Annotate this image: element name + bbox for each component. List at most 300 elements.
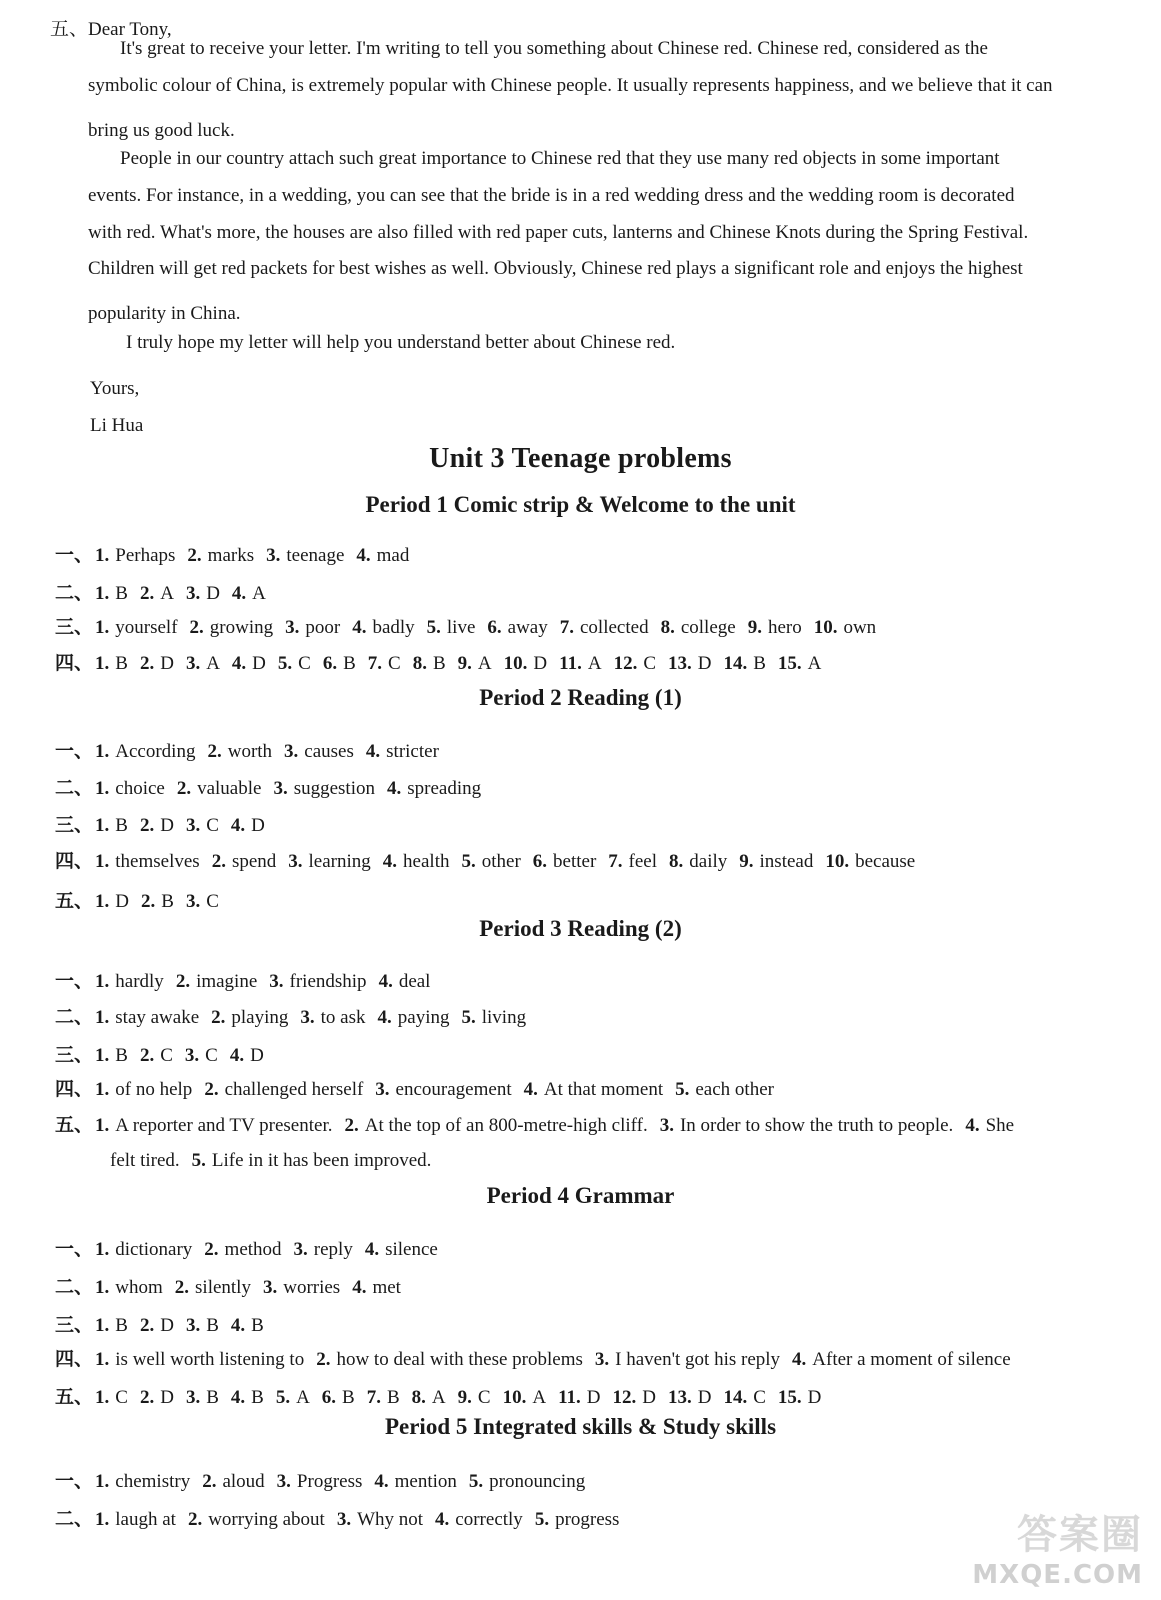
- answer-text: stricter: [386, 741, 439, 762]
- answer-text: silence: [385, 1239, 438, 1260]
- answer-text: hero: [767, 617, 802, 638]
- answer-number: 2.: [175, 971, 191, 992]
- answer-row: [55, 966, 442, 993]
- answer-text: B: [386, 1387, 400, 1408]
- answer-text: B: [251, 1387, 264, 1408]
- answer-number: 1.: [95, 617, 110, 638]
- answer-item: [186, 1315, 219, 1336]
- letter-line: People in our country attach such great importance to Chinese red that they use many red objects in some important: [120, 148, 1000, 169]
- answer-item: [288, 851, 371, 872]
- answer-text: feel: [628, 851, 658, 872]
- answer-text: C: [115, 1387, 128, 1408]
- answer-text: At the top of an 800-metre-high cliff.: [364, 1115, 648, 1136]
- answer-text: B: [115, 815, 128, 836]
- answer-item: [95, 1045, 128, 1066]
- answer-text: method: [224, 1239, 282, 1260]
- answer-number: 2.: [176, 778, 192, 799]
- answer-number: 4.: [231, 653, 247, 674]
- answer-item: [95, 741, 195, 762]
- section-label: 三、: [55, 1315, 94, 1336]
- answer-text: choice: [115, 778, 165, 799]
- answer-item: [95, 1315, 128, 1336]
- answer-number: 8.: [411, 1387, 426, 1408]
- section-label: 四、: [55, 851, 94, 872]
- answer-number: 4.: [352, 1277, 367, 1298]
- answer-number: 8.: [660, 617, 675, 638]
- answer-item: [204, 1239, 281, 1260]
- answer-text: instead: [759, 851, 814, 872]
- letter-line: bring us good luck.: [88, 120, 235, 141]
- answer-number: 1.: [95, 1239, 110, 1260]
- answer-number: 2.: [189, 617, 204, 638]
- answer-text: stay awake: [115, 1007, 200, 1028]
- answer-text: each other: [695, 1079, 774, 1100]
- answer-item: [190, 617, 274, 638]
- answer-text: worth: [227, 741, 273, 762]
- answer-text: college: [680, 617, 736, 638]
- answer-text: paying: [397, 1007, 450, 1028]
- answer-row: [55, 648, 833, 675]
- answer-text: spreading: [407, 778, 482, 799]
- answer-item: [284, 741, 354, 762]
- section-label: 四、: [55, 1349, 94, 1370]
- answer-number: 4.: [523, 1079, 538, 1100]
- answer-text: Why not: [357, 1509, 424, 1530]
- answer-number: 6.: [322, 653, 338, 674]
- answer-row: [55, 1466, 597, 1493]
- answer-number: 1.: [95, 1387, 110, 1408]
- answer-number: 4.: [352, 617, 367, 638]
- letter-line: Children will get red packets for best wishes as well. Obviously, Chinese red plays a significant role and enjoys the highest: [88, 258, 1023, 279]
- answer-text: daily: [689, 851, 728, 872]
- answer-item: [276, 1387, 310, 1408]
- answer-text: She: [985, 1115, 1015, 1136]
- section-label: 一、: [55, 741, 94, 762]
- answer-number: 5.: [675, 1079, 690, 1100]
- answer-text: A reporter and TV presenter.: [115, 1115, 333, 1136]
- answer-number: 3.: [285, 617, 300, 638]
- answer-text: valuable: [197, 778, 262, 799]
- answer-number: 4.: [230, 815, 246, 836]
- answer-number: 1.: [95, 778, 110, 799]
- answer-item: [352, 1277, 401, 1298]
- answer-text: Progress: [296, 1471, 363, 1492]
- answer-text: D: [252, 653, 266, 674]
- answer-item: [458, 1387, 491, 1408]
- answer-text: because: [855, 851, 916, 872]
- answer-text: pronouncing: [489, 1471, 586, 1492]
- answer-item: [141, 891, 174, 912]
- answer-item: [723, 1387, 765, 1408]
- answer-text: B: [115, 653, 128, 674]
- answer-row: [55, 1272, 413, 1299]
- answer-text: D: [115, 891, 129, 912]
- answer-item: [202, 1471, 264, 1492]
- answer-text: B: [251, 1315, 264, 1336]
- answer-item: [95, 1239, 192, 1260]
- answer-number: 3.: [262, 1277, 278, 1298]
- period-title: Period 1 Comic strip & Welcome to the unit: [365, 492, 796, 517]
- answer-item: [294, 1239, 353, 1260]
- answer-number: 3.: [185, 1387, 201, 1408]
- answer-item: [277, 1471, 363, 1492]
- section-label: 一、: [55, 971, 94, 992]
- answer-text: B: [343, 653, 356, 674]
- answer-number: 4.: [230, 1315, 246, 1336]
- answer-number: 2.: [316, 1349, 331, 1370]
- answer-item: [140, 583, 174, 604]
- answer-item: [186, 653, 220, 674]
- answer-item: [273, 778, 375, 799]
- answer-item: [266, 545, 344, 566]
- section-label: 二、: [55, 1277, 94, 1298]
- answer-item: [231, 1387, 264, 1408]
- letter-line: symbolic colour of China, is extremely popular with Chinese people. It usually represents happiness, and we believe that it can: [88, 75, 1053, 96]
- answer-number: 4.: [365, 741, 381, 762]
- answer-text: A: [587, 653, 602, 674]
- answer-item: [176, 971, 257, 992]
- answer-number: 3.: [375, 1079, 390, 1100]
- section-label: 三、: [55, 617, 94, 638]
- answer-text: D: [206, 583, 220, 604]
- answer-item: [95, 891, 129, 912]
- answer-item: [778, 1387, 821, 1408]
- answer-number: 10.: [825, 851, 850, 872]
- answer-item: [95, 583, 128, 604]
- answer-item: [427, 617, 476, 638]
- section-label: 二、: [55, 583, 94, 604]
- answer-item: [337, 1509, 423, 1530]
- answer-text: D: [697, 653, 712, 674]
- answer-number: 11.: [558, 1387, 581, 1408]
- answer-text: D: [642, 1387, 656, 1408]
- answer-item: [383, 851, 450, 872]
- answer-number: 15.: [777, 653, 802, 674]
- answer-number: 3.: [185, 815, 201, 836]
- answer-item: [140, 653, 174, 674]
- section-label: 四、: [55, 1079, 94, 1100]
- answer-item: [140, 815, 174, 836]
- section-label: 四、: [55, 653, 94, 674]
- answer-number: 1.: [95, 1045, 110, 1066]
- answer-item: [95, 1277, 163, 1298]
- letter-line: events. For instance, in a wedding, you can see that the bride is in a red wedding dress and the wedding room is decorated: [88, 185, 1015, 206]
- answer-item: [748, 617, 802, 638]
- answer-text: away: [507, 617, 548, 638]
- answer-number: 5.: [277, 653, 293, 674]
- answer-number: 4.: [435, 1509, 450, 1530]
- answer-text: A: [431, 1387, 446, 1408]
- answer-row: [55, 1310, 276, 1337]
- answer-number: 4.: [229, 1045, 245, 1066]
- answer-item: [95, 653, 128, 674]
- answer-number: 5.: [426, 617, 441, 638]
- answer-text: C: [160, 1045, 173, 1066]
- answer-item: [95, 1079, 192, 1100]
- answer-text: imagine: [196, 971, 258, 992]
- answer-item: [323, 653, 356, 674]
- answer-row: [55, 1344, 1023, 1371]
- answer-item: [559, 653, 601, 674]
- answer-row: [55, 1504, 631, 1531]
- section-label: 五、: [55, 1115, 94, 1136]
- answer-item: [387, 778, 481, 799]
- answer-item: [778, 653, 821, 674]
- letter-line: It's great to receive your letter. I'm writing to tell you something about Chinese red. Chinese red, considered as the: [120, 38, 988, 59]
- answer-number: 3.: [336, 1509, 352, 1530]
- answer-text: live: [446, 617, 476, 638]
- answer-item: [668, 653, 711, 674]
- answer-item: [232, 583, 266, 604]
- answer-text: reply: [313, 1239, 353, 1260]
- answer-item: [110, 1150, 180, 1171]
- answer-item: [95, 545, 175, 566]
- answer-text: friendship: [289, 971, 367, 992]
- answer-item: [825, 851, 915, 872]
- answer-number: 13.: [668, 1387, 692, 1408]
- answer-item: [504, 653, 547, 674]
- answer-item: [535, 1509, 620, 1530]
- answer-number: 1.: [95, 545, 110, 566]
- answer-text: learning: [308, 851, 371, 872]
- answer-text: met: [372, 1277, 401, 1298]
- answer-item: [344, 1115, 647, 1136]
- answer-number: 14.: [723, 1387, 748, 1408]
- answer-number: 4.: [374, 1471, 389, 1492]
- answer-text: C: [477, 1387, 491, 1408]
- answer-number: 5.: [468, 1471, 484, 1492]
- answer-number: 2.: [344, 1115, 359, 1136]
- answer-number: 3.: [273, 778, 288, 799]
- answer-number: 3.: [659, 1115, 674, 1136]
- answer-number: 2.: [204, 1239, 219, 1260]
- answer-text: A: [807, 653, 822, 674]
- answer-text: C: [643, 653, 656, 674]
- answer-item: [95, 1471, 190, 1492]
- answer-number: 2.: [202, 1471, 217, 1492]
- answer-number: 2.: [139, 815, 155, 836]
- answer-item: [356, 545, 409, 566]
- period-title: Period 4 Grammar: [486, 1183, 675, 1208]
- answer-item: [140, 1315, 174, 1336]
- watermark-site: MXQE.COM: [972, 1560, 1143, 1590]
- answer-item: [365, 1239, 438, 1260]
- answer-text: to ask: [320, 1007, 366, 1028]
- letter-closing: Yours,: [90, 378, 140, 399]
- section-label: 五、: [55, 1387, 94, 1408]
- answer-item: [660, 1115, 954, 1136]
- answer-text: laugh at: [115, 1509, 176, 1530]
- answer-number: 2.: [187, 545, 202, 566]
- answer-number: 4.: [356, 545, 371, 566]
- letter-line: with red. What's more, the houses are also filled with red paper cuts, lanterns and Chinese Knots during the Spring Festival.: [88, 222, 1029, 243]
- answer-number: 3.: [276, 1471, 291, 1492]
- answer-text: C: [205, 1045, 218, 1066]
- answer-number: 3.: [185, 653, 201, 674]
- answer-item: [367, 1387, 400, 1408]
- answer-item: [560, 617, 649, 638]
- answer-item: [608, 851, 657, 872]
- answer-text: B: [161, 891, 174, 912]
- answer-number: 2.: [211, 1007, 226, 1028]
- answer-row: [55, 1234, 450, 1261]
- answer-text: D: [160, 653, 174, 674]
- section-label: 五、: [55, 891, 94, 912]
- answer-item: [739, 851, 813, 872]
- answer-item: [792, 1349, 1011, 1370]
- answer-text: dictionary: [115, 1239, 193, 1260]
- answer-number: 1.: [95, 741, 110, 762]
- answer-number: 6.: [321, 1387, 337, 1408]
- answer-text: yourself: [115, 617, 178, 638]
- answer-number: 3.: [266, 545, 281, 566]
- answer-item: [524, 1079, 664, 1100]
- answer-item: [316, 1349, 583, 1370]
- answer-text: D: [160, 1387, 174, 1408]
- answer-number: 4.: [792, 1349, 807, 1370]
- answer-item: [375, 1079, 511, 1100]
- answer-number: 4.: [382, 851, 398, 872]
- answer-text: encouragement: [395, 1079, 512, 1100]
- answer-item: [232, 653, 266, 674]
- answer-item: [269, 971, 366, 992]
- answer-text: better: [553, 851, 597, 872]
- answer-number: 15.: [777, 1387, 802, 1408]
- answer-number: 11.: [559, 653, 582, 674]
- answer-text: A: [477, 653, 492, 674]
- answer-text: In order to show the truth to people.: [679, 1115, 954, 1136]
- answer-item: [461, 851, 520, 872]
- answer-text: At that moment: [543, 1079, 664, 1100]
- section-label: 二、: [55, 778, 94, 799]
- section-label: 三、: [55, 1045, 94, 1066]
- answer-text: A: [160, 583, 174, 604]
- answer-item: [668, 1387, 711, 1408]
- answer-number: 7.: [559, 617, 574, 638]
- answer-text: teenage: [286, 545, 345, 566]
- period-title: Period 2 Reading (1): [479, 685, 682, 710]
- answer-number: 10.: [503, 653, 528, 674]
- answer-text: correctly: [455, 1509, 523, 1530]
- answer-text: progress: [555, 1509, 620, 1530]
- answer-text: D: [160, 815, 174, 836]
- answer-text: D: [697, 1387, 712, 1408]
- answer-number: 4.: [386, 778, 402, 799]
- answer-item: [412, 1387, 446, 1408]
- answer-text: B: [115, 1315, 128, 1336]
- answer-item: [965, 1115, 1014, 1136]
- answer-row: [55, 1040, 276, 1067]
- answer-text: felt tired.: [110, 1150, 180, 1171]
- answer-number: 9.: [457, 1387, 472, 1408]
- answer-text: C: [388, 653, 401, 674]
- section-label: 二、: [55, 1007, 94, 1028]
- answer-item: [379, 971, 431, 992]
- answer-text: badly: [372, 617, 415, 638]
- answer-item: [503, 1387, 546, 1408]
- answer-text: B: [206, 1315, 219, 1336]
- answer-item: [322, 1387, 355, 1408]
- answer-text: B: [115, 583, 128, 604]
- answer-number: 1.: [95, 851, 110, 872]
- answer-item: [231, 815, 265, 836]
- answer-text: mention: [394, 1471, 457, 1492]
- answer-text: playing: [231, 1007, 289, 1028]
- answer-item: [300, 1007, 365, 1028]
- answer-number: 3.: [269, 971, 284, 992]
- answer-text: growing: [209, 617, 274, 638]
- answer-text: D: [251, 815, 265, 836]
- answer-text: D: [586, 1387, 601, 1408]
- answer-text: other: [481, 851, 521, 872]
- answer-text: D: [160, 1315, 174, 1336]
- answer-text: D: [807, 1387, 822, 1408]
- answer-item: [230, 1045, 264, 1066]
- answer-number: 3.: [185, 891, 201, 912]
- section-label: 一、: [55, 1471, 94, 1492]
- answer-text: chemistry: [115, 1471, 191, 1492]
- answer-number: 6.: [487, 617, 502, 638]
- answer-number: 4.: [364, 1239, 380, 1260]
- answer-text: According: [115, 741, 196, 762]
- answer-text: spend: [231, 851, 277, 872]
- answer-number: 1.: [95, 1315, 110, 1336]
- answer-number: 12.: [613, 653, 638, 674]
- answer-text: deal: [398, 971, 431, 992]
- answer-text: worrying about: [208, 1509, 325, 1530]
- letter-line: popularity in China.: [88, 303, 241, 324]
- answer-text: suggestion: [293, 778, 375, 799]
- answer-text: C: [753, 1387, 766, 1408]
- answer-number: 7.: [608, 851, 623, 872]
- answer-text: own: [843, 617, 877, 638]
- answer-item: [95, 1007, 199, 1028]
- answer-item: [285, 617, 340, 638]
- answer-number: 10.: [813, 617, 838, 638]
- answer-item: [212, 851, 277, 872]
- answer-item: [95, 778, 165, 799]
- answer-number: 3.: [288, 851, 303, 872]
- answer-number: 4.: [965, 1115, 980, 1136]
- section-label: 二、: [55, 1509, 94, 1530]
- answer-text: marks: [207, 545, 255, 566]
- answer-number: 9.: [739, 851, 754, 872]
- answer-item: [95, 971, 164, 992]
- answer-number: 3.: [185, 1315, 201, 1336]
- answer-item: [435, 1509, 523, 1530]
- answer-number: 4.: [378, 971, 393, 992]
- answer-number: 9.: [457, 653, 472, 674]
- answer-text: hardly: [115, 971, 164, 992]
- letter-line: I truly hope my letter will help you understand better about Chinese red.: [126, 332, 676, 353]
- answer-number: 5.: [275, 1387, 291, 1408]
- answer-row-continuation: [110, 1150, 443, 1172]
- answer-text: of no help: [115, 1079, 193, 1100]
- answer-row: [55, 1002, 538, 1029]
- answer-number: 5.: [461, 1007, 476, 1028]
- answer-text: A: [252, 583, 266, 604]
- answer-text: living: [481, 1007, 527, 1028]
- answer-item: [140, 1387, 174, 1408]
- answer-number: 7.: [366, 1387, 381, 1408]
- answer-number: 3.: [300, 1007, 315, 1028]
- answer-number: 2.: [139, 653, 155, 674]
- answer-text: A: [532, 1387, 547, 1408]
- answer-row: [55, 846, 927, 873]
- answer-number: 3.: [184, 1045, 200, 1066]
- answer-number: 2.: [139, 1387, 155, 1408]
- answer-item: [140, 1045, 173, 1066]
